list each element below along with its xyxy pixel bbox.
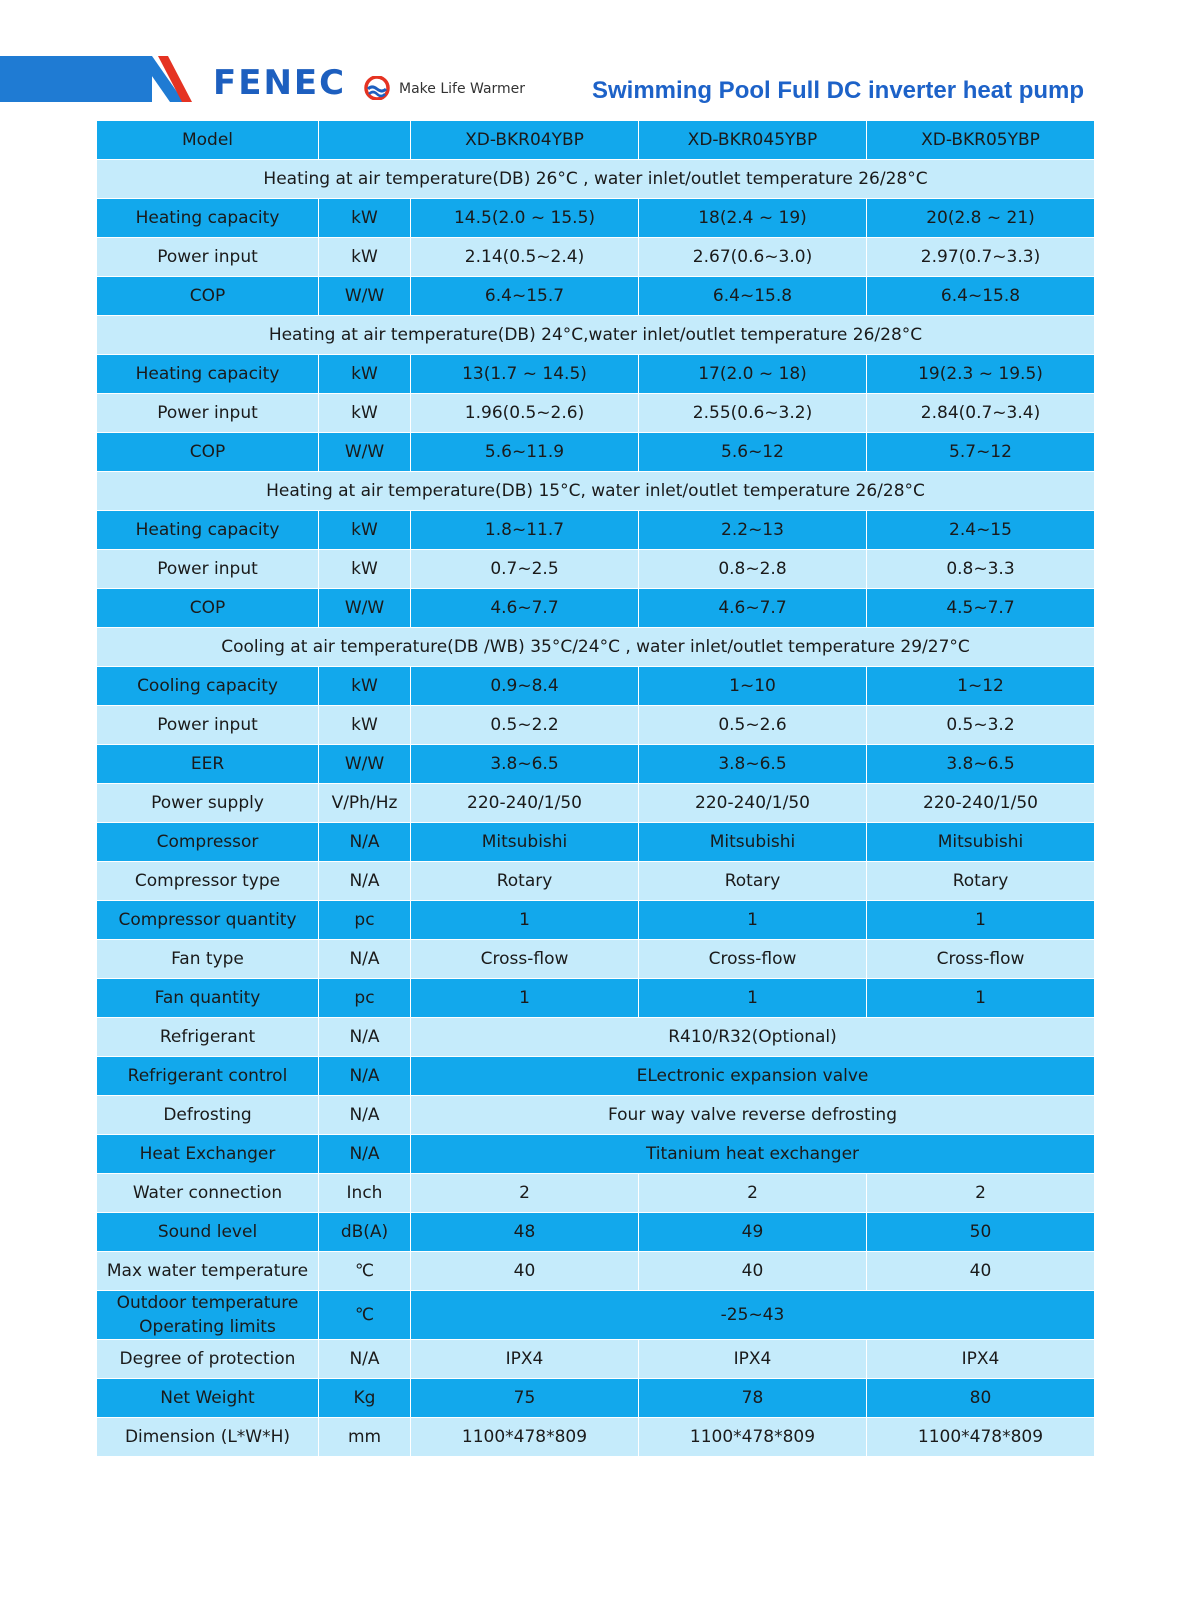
row-label-cell: Compressor type [97,862,319,901]
value-cell-model-2: 2 [639,1174,867,1213]
row-label-cell: Sound level [97,1213,319,1252]
value-cell-model-1: 1.8~11.7 [411,511,639,550]
row-label-cell: Compressor [97,823,319,862]
table-row [97,745,1095,784]
table-row [97,823,1095,862]
value-cell-model-2: Mitsubishi [639,823,867,862]
row-label-cell: COP [97,277,319,316]
value-cell-model-3: 1~12 [867,667,1095,706]
row-label-cell: Heating capacity [97,355,319,394]
table-row [97,394,1095,433]
unit-cell: N/A [319,823,411,862]
section-header-cell: Heating at air temperature(DB) 26°C , water inlet/outlet temperature 26/28°C [97,160,1095,199]
row-label-cell: Degree of protection [97,1340,319,1379]
table-row [97,199,1095,238]
row-label-cell: Fan quantity [97,979,319,1018]
table-row [97,940,1095,979]
row-label-cell: Power supply [97,784,319,823]
unit-cell: kW [319,667,411,706]
value-cell-model-1: Mitsubishi [411,823,639,862]
value-cell-model-2: 220-240/1/50 [639,784,867,823]
section-header-row [97,628,1095,667]
value-cell-model-1: 75 [411,1379,639,1418]
value-cell-model-3: 80 [867,1379,1095,1418]
value-cell-model-2: 3.8~6.5 [639,745,867,784]
value-cell-model-3: 50 [867,1213,1095,1252]
value-cell-model-2: 1~10 [639,667,867,706]
value-cell-model-3: Cross-flow [867,940,1095,979]
spec-table-body [97,121,1095,1457]
unit-cell: N/A [319,1135,411,1174]
value-cell-model-1: Rotary [411,862,639,901]
value-cell-model-2: 40 [639,1252,867,1291]
value-cell-model-1: 0.5~2.2 [411,706,639,745]
unit-cell: kW [319,355,411,394]
value-cell-model-1: 5.6~11.9 [411,433,639,472]
table-row [97,355,1095,394]
unit-cell: V/Ph/Hz [319,784,411,823]
table-row [97,1057,1095,1096]
value-cell-model-1: 6.4~15.7 [411,277,639,316]
row-label-cell: Net Weight [97,1379,319,1418]
table-row [97,1291,1095,1340]
unit-cell: kW [319,550,411,589]
section-header-row [97,472,1095,511]
unit-cell: N/A [319,1096,411,1135]
value-cell-model-3: 1 [867,979,1095,1018]
row-label-cell: Outdoor temperature Operating limits [97,1291,319,1340]
unit-cell: Inch [319,1174,411,1213]
value-cell-model-2: 49 [639,1213,867,1252]
value-cell-model-1: IPX4 [411,1340,639,1379]
table-row [97,1018,1095,1057]
sun-wave-logo-icon [363,76,391,100]
value-cell-model-1: 0.9~8.4 [411,667,639,706]
section-header-row [97,316,1095,355]
table-row [97,1418,1095,1457]
value-cell-model-3: 20(2.8 ~ 21) [867,199,1095,238]
table-row [97,667,1095,706]
section-header-row [97,160,1095,199]
row-label-cell: EER [97,745,319,784]
value-cell-model-3: Mitsubishi [867,823,1095,862]
unit-cell: kW [319,706,411,745]
merged-value-cell: R410/R32(Optional) [411,1018,1095,1057]
value-cell-model-2: 18(2.4 ~ 19) [639,199,867,238]
value-cell-model-2: 1 [639,901,867,940]
brand-logo-text: FENEC [213,63,347,103]
value-cell-model-1: 0.7~2.5 [411,550,639,589]
row-label-cell: Heating capacity [97,511,319,550]
unit-cell: kW [319,238,411,277]
value-cell-model-3: 2.97(0.7~3.3) [867,238,1095,277]
value-cell-model-2: 0.8~2.8 [639,550,867,589]
value-cell-model-2: 0.5~2.6 [639,706,867,745]
unit-cell: N/A [319,1057,411,1096]
row-label-cell: Heat Exchanger [97,1135,319,1174]
row-label-cell: Fan type [97,940,319,979]
value-cell-model-2: Cross-flow [639,940,867,979]
value-cell-model-2: 78 [639,1379,867,1418]
table-row [97,277,1095,316]
table-row [97,511,1095,550]
row-label-cell: Power input [97,706,319,745]
unit-cell: Kg [319,1379,411,1418]
table-row [97,433,1095,472]
unit-cell: kW [319,199,411,238]
merged-value-cell: -25~43 [411,1291,1095,1340]
row-label-cell: Power input [97,550,319,589]
value-cell-model-3: 4.5~7.7 [867,589,1095,628]
row-label-cell: COP [97,589,319,628]
section-header-cell: Heating at air temperature(DB) 24°C,water inlet/outlet temperature 26/28°C [97,316,1095,355]
value-cell-model-3: 1100*478*809 [867,1418,1095,1457]
unit-cell: pc [319,901,411,940]
unit-cell: kW [319,394,411,433]
value-cell-model-3: 2.84(0.7~3.4) [867,394,1095,433]
unit-cell: W/W [319,277,411,316]
value-cell-model-3: IPX4 [867,1340,1095,1379]
value-cell-model-2: 2.2~13 [639,511,867,550]
table-row [97,1096,1095,1135]
section-header-cell: Heating at air temperature(DB) 15°C, water inlet/outlet temperature 26/28°C [97,472,1095,511]
value-cell-model-1: 2.14(0.5~2.4) [411,238,639,277]
row-label-cell: Compressor quantity [97,901,319,940]
page-title: Swimming Pool Full DC inverter heat pump [592,77,1085,104]
value-cell-model-3: 0.5~3.2 [867,706,1095,745]
table-row [97,1135,1095,1174]
unit-cell: N/A [319,862,411,901]
row-label-cell: COP [97,433,319,472]
row-label-cell: Defrosting [97,1096,319,1135]
section-header-cell: Cooling at air temperature(DB /WB) 35°C/24°C , water inlet/outlet temperature 29/27°C [97,628,1095,667]
unit-cell: mm [319,1418,411,1457]
diagonal-stripes-icon [138,56,194,102]
row-label-cell: Dimension (L*W*H) [97,1418,319,1457]
value-cell-model-3: 5.7~12 [867,433,1095,472]
row-label-cell: Model [97,121,319,160]
value-cell-model-3: 6.4~15.8 [867,277,1095,316]
value-cell-model-2: 1100*478*809 [639,1418,867,1457]
value-cell-model-1: 14.5(2.0 ~ 15.5) [411,199,639,238]
unit-cell: ℃ [319,1291,411,1340]
value-cell-model-1: 13(1.7 ~ 14.5) [411,355,639,394]
value-cell-model-3: 2.4~15 [867,511,1095,550]
value-cell-model-3: 19(2.3 ~ 19.5) [867,355,1095,394]
table-row [97,121,1095,160]
table-row [97,1379,1095,1418]
value-cell-model-2: 5.6~12 [639,433,867,472]
merged-value-cell: Four way valve reverse defrosting [411,1096,1095,1135]
table-row [97,238,1095,277]
value-cell-model-1: 2 [411,1174,639,1213]
unit-cell: pc [319,979,411,1018]
table-row [97,1213,1095,1252]
row-label-cell: Power input [97,394,319,433]
unit-cell: kW [319,511,411,550]
unit-cell: N/A [319,940,411,979]
value-cell-model-1: 1100*478*809 [411,1418,639,1457]
table-row [97,589,1095,628]
value-cell-model-2: 2.55(0.6~3.2) [639,394,867,433]
value-cell-model-1: 220-240/1/50 [411,784,639,823]
value-cell-model-1: 40 [411,1252,639,1291]
value-cell-model-1: 4.6~7.7 [411,589,639,628]
table-row [97,706,1095,745]
row-label-cell: Power input [97,238,319,277]
header-blue-band [0,56,152,102]
table-row [97,1174,1095,1213]
unit-cell: N/A [319,1018,411,1057]
merged-value-cell: ELectronic expansion valve [411,1057,1095,1096]
unit-cell: W/W [319,433,411,472]
value-cell-model-2: Rotary [639,862,867,901]
value-cell-model-1: 48 [411,1213,639,1252]
page-header [0,0,1180,110]
row-label-cell: Max water temperature [97,1252,319,1291]
unit-cell: W/W [319,745,411,784]
brand-tagline: Make Life Warmer [399,81,526,97]
value-cell-model-1: 3.8~6.5 [411,745,639,784]
value-cell-model-3: 3.8~6.5 [867,745,1095,784]
value-cell-model-1: XD-BKR04YBP [411,121,639,160]
row-label-cell: Heating capacity [97,199,319,238]
value-cell-model-3: 0.8~3.3 [867,550,1095,589]
value-cell-model-3: XD-BKR05YBP [867,121,1095,160]
unit-cell: W/W [319,589,411,628]
row-label-cell: Cooling capacity [97,667,319,706]
row-label-cell: Refrigerant control [97,1057,319,1096]
value-cell-model-2: 2.67(0.6~3.0) [639,238,867,277]
value-cell-model-1: Cross-flow [411,940,639,979]
unit-cell: dB(A) [319,1213,411,1252]
row-label-cell: Refrigerant [97,1018,319,1057]
value-cell-model-2: 17(2.0 ~ 18) [639,355,867,394]
value-cell-model-2: 6.4~15.8 [639,277,867,316]
value-cell-model-2: IPX4 [639,1340,867,1379]
value-cell-model-2: 1 [639,979,867,1018]
value-cell-model-3: 40 [867,1252,1095,1291]
row-label-cell: Water connection [97,1174,319,1213]
table-row [97,1340,1095,1379]
value-cell-model-2: 4.6~7.7 [639,589,867,628]
unit-cell: N/A [319,1340,411,1379]
merged-value-cell: Titanium heat exchanger [411,1135,1095,1174]
unit-cell [319,121,411,160]
spec-table [96,120,1095,1457]
value-cell-model-1: 1.96(0.5~2.6) [411,394,639,433]
unit-cell: ℃ [319,1252,411,1291]
value-cell-model-3: 2 [867,1174,1095,1213]
value-cell-model-3: 220-240/1/50 [867,784,1095,823]
value-cell-model-1: 1 [411,901,639,940]
table-row [97,901,1095,940]
table-row [97,784,1095,823]
table-row [97,1252,1095,1291]
table-row [97,862,1095,901]
value-cell-model-3: 1 [867,901,1095,940]
value-cell-model-1: 1 [411,979,639,1018]
value-cell-model-3: Rotary [867,862,1095,901]
table-row [97,979,1095,1018]
table-row [97,550,1095,589]
value-cell-model-2: XD-BKR045YBP [639,121,867,160]
